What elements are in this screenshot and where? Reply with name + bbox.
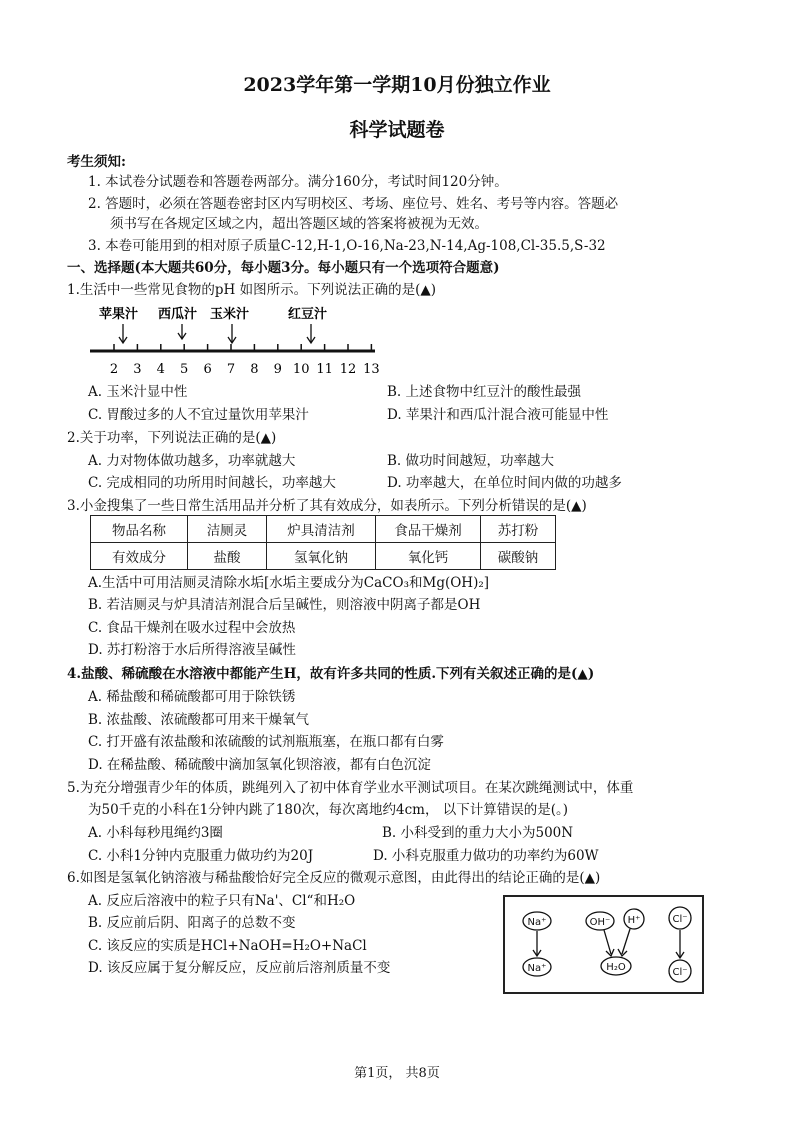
notice-item-2: 2. 答题时，必须在答题卷密封区内写明校区、考场、座位号、姓名、考号等内容。答题必 [88, 196, 619, 212]
ph-tick-label: 6 [203, 362, 212, 377]
table-cell: 碳酸钠 [481, 543, 556, 570]
q2-option-c: C. 完成相同的功所用时间越长，功率越大 [88, 475, 336, 491]
table-cell: 有效成分 [91, 543, 188, 570]
table-cell: 炉具清洁剂 [267, 516, 376, 543]
page-title: 2023学年第一学期10月份独立作业 [243, 74, 551, 96]
ph-tick-label: 12 [339, 362, 357, 377]
q3-option-b: B. 若洁厕灵与炉具清洁剂混合后呈碱性，则溶液中阴离子都是OH [88, 597, 481, 613]
q3-table [90, 515, 556, 570]
particle-label: Cl⁻ [672, 914, 688, 925]
ph-tick-label: 10 [292, 362, 310, 377]
table-cell: 物品名称 [91, 516, 188, 543]
q4-option-a: A. 稀盐酸和稀硫酸都可用于除铁锈 [88, 689, 296, 705]
page-number: 第1页， 共8页 [354, 1066, 440, 1081]
q3-option-d: D. 苏打粉溶于水后所得溶液呈碱性 [88, 642, 296, 658]
q5-stem-line-1: 5.为充分增强青少年的体质，跳绳列入了初中体育学业水平测试项目。在某次跳绳测试中，体重 [67, 780, 634, 796]
page-subtitle: 科学试题卷 [349, 119, 445, 141]
q5-stem-line-2: 为50千克的小科在1分钟内跳了180次，每次离地约4cm， 以下计算错误的是(。) [88, 802, 569, 818]
q2-option-a: A. 力对物体做功越多，功率就越大 [88, 453, 296, 469]
food-label-corn: 玉米汁 [210, 307, 250, 322]
q5-option-d: D. 小科克服重力做功的功率约为60W [373, 848, 599, 864]
q6-option-d: D. 该反应属于复分解反应，反应前后溶剂质量不变 [88, 960, 391, 976]
table-cell: 盐酸 [188, 543, 267, 570]
ph-tick-label: 13 [363, 362, 380, 377]
q2-option-b: B. 做功时间越短，功率越大 [387, 453, 555, 469]
arrow-h [622, 929, 630, 954]
section-heading: 一、选择题(本大题共60分，每小题3分。每小题只有一个选项符合题意) [67, 260, 500, 276]
notice-heading: 考生须知: [67, 154, 126, 170]
q2-option-d: D. 功率越大，在单位时间内做的功越多 [387, 475, 622, 491]
particle-label: H₂O [606, 962, 626, 973]
q1-stem: 1.生活中一些常见食物的pH 如图所示。下列说法正确的是(▲) [67, 282, 437, 298]
ph-scale-diagram [85, 300, 385, 390]
particle-label: H⁺ [627, 915, 641, 926]
ph-tick-label: 5 [180, 362, 189, 377]
q6-option-a: A. 反应后溶液中的粒子只有Na'、Cl“和H₂O [88, 893, 356, 909]
ph-tick-label: 9 [273, 362, 282, 377]
table-cell: 洁厕灵 [188, 516, 267, 543]
arrow-oh [604, 930, 611, 954]
table-cell: 氢氧化钠 [267, 543, 376, 570]
q3-option-c: C. 食品干燥剂在吸水过程中会放热 [88, 620, 296, 636]
q5-option-a: A. 小科每秒甩绳约3圈 [88, 825, 223, 841]
table-row [91, 543, 556, 570]
q6-option-b: B. 反应前后阴、阳离子的总数不变 [88, 915, 296, 931]
q4-option-c: C. 打开盛有浓盐酸和浓硫酸的试剂瓶瓶塞，在瓶口都有白雾 [88, 734, 444, 750]
q1-option-b: B. 上述食物中红豆汁的酸性最强 [387, 384, 582, 400]
q3-stem: 3.小金搜集了一些日常生活用品并分析了其有效成分，如表所示。下列分析错误的是(▲) [67, 498, 587, 514]
q2-stem: 2.关于功率，下列说法正确的是(▲) [67, 430, 277, 446]
ph-tick-label: 3 [133, 362, 142, 377]
notice-item-3: 3. 本卷可能用到的相对原子质量C-12,H-1,O-16,Na-23,N-14,Ag-108,Cl-35.5,S-32 [88, 238, 606, 254]
q1-option-a: A. 玉米汁显中性 [88, 384, 188, 400]
reaction-diagram [503, 895, 704, 994]
particle-label: Cl⁻ [672, 967, 688, 978]
q4-stem: 4.盐酸、稀硫酸在水溶液中都能产生H，故有许多共同的性质.下列有关叙述正确的是(▲) [67, 666, 595, 682]
food-label-redbean: 红豆汁 [288, 307, 328, 322]
q4-option-b: B. 浓盐酸、浓硫酸都可用来干燥氧气 [88, 712, 310, 728]
food-label-apple: 苹果汁 [99, 307, 139, 322]
table-cell: 氧化钙 [376, 543, 481, 570]
ph-tick-label: 4 [156, 362, 165, 377]
particle-label: Na⁺ [527, 963, 547, 974]
table-row [91, 516, 556, 543]
q3-option-a: A.生活中可用洁厕灵清除水垢[水垢主要成分为CaCO₃和Mg(OH)₂] [88, 575, 490, 591]
notice-item-1: 1. 本试卷分试题卷和答题卷两部分。满分160分，考试时间120分钟。 [88, 174, 508, 190]
particle-label: Na⁺ [527, 917, 547, 928]
ph-tick-label: 11 [316, 362, 333, 377]
q5-option-b: B. 小科受到的重力大小为500N [382, 825, 574, 841]
ph-tick-label: 2 [109, 362, 119, 377]
ph-tick-label: 7 [226, 362, 236, 377]
q5-option-c: C. 小科1分钟内克服重力做功约为20J [88, 848, 314, 864]
table-cell: 苏打粉 [481, 516, 556, 543]
q1-option-d: D. 苹果汁和西瓜汁混合液可能显中性 [387, 407, 609, 423]
q6-stem: 6.如图是氢氧化钠溶液与稀盐酸恰好完全反应的微观示意图，由此得出的结论正确的是(▲) [67, 870, 601, 886]
ph-tick-label: 8 [250, 362, 259, 377]
q1-option-c: C. 胃酸过多的人不宜过量饮用苹果汁 [88, 407, 309, 423]
q4-option-d: D. 在稀盐酸、稀硫酸中滴加氢氧化钡溶液，都有白色沉淀 [88, 757, 431, 773]
table-cell: 食品干燥剂 [376, 516, 481, 543]
notice-item-2-cont: 须书写在各规定区域之内，超出答题区域的答案将被视为无效。 [110, 216, 488, 232]
particle-label: OH⁻ [589, 917, 611, 928]
q6-option-c: C. 该反应的实质是HCl+NaOH=H₂O+NaCl [88, 938, 367, 954]
food-label-watermelon: 西瓜汁 [158, 307, 198, 322]
